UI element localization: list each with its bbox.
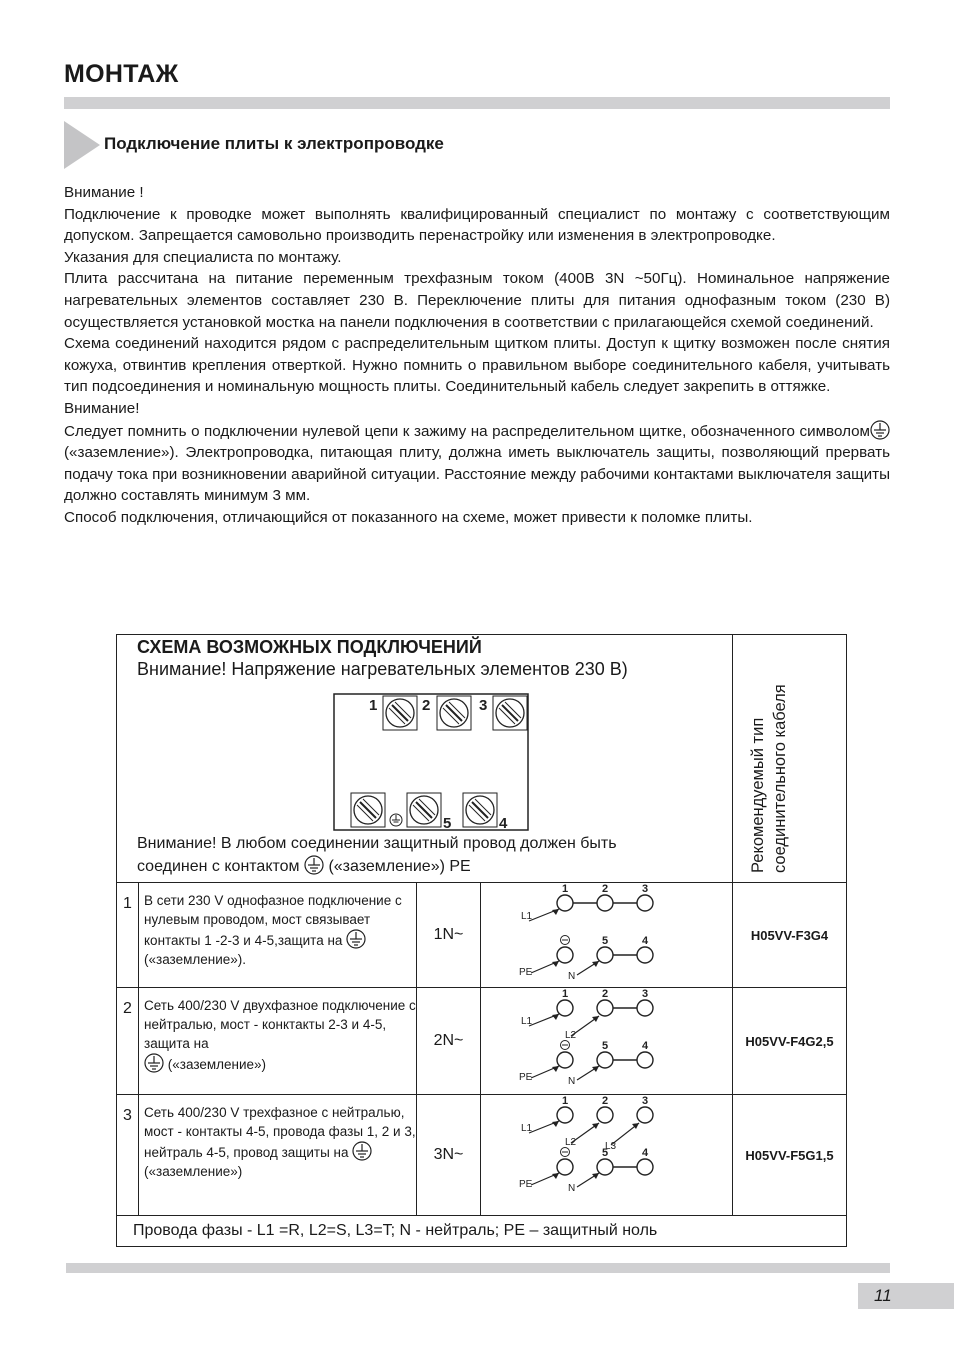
- terminal-bottom-5: [407, 793, 441, 827]
- page-number-box: [858, 1283, 954, 1309]
- phase-label: L2: [565, 1137, 577, 1148]
- page-number: 11: [874, 1286, 892, 1305]
- body-text: [64, 182, 890, 529]
- row-description: [139, 883, 417, 988]
- contact-circle: [637, 947, 653, 963]
- contact-circle: [597, 1107, 613, 1123]
- wiring-diagram: [481, 883, 733, 982]
- terminal-label: 2: [422, 697, 431, 714]
- ground-icon: [144, 1053, 164, 1073]
- paragraph: Указания для специалиста по монтажу.: [64, 248, 342, 266]
- terminal-label: 4: [499, 815, 508, 831]
- contact-circle: [557, 1159, 573, 1175]
- contact-label: 1: [562, 883, 569, 895]
- table-row: [117, 988, 847, 1095]
- cable-type: H05VV-F4G2,5: [733, 988, 847, 1095]
- terminal-label: 5: [443, 815, 452, 831]
- contact-label: 2: [602, 883, 609, 895]
- wiring-diagram: [481, 988, 733, 1089]
- table-row: [117, 1095, 847, 1216]
- section-arrow-icon: [64, 121, 100, 169]
- phase-label: L1: [521, 1016, 533, 1027]
- footer-row: [117, 1216, 847, 1247]
- paragraph: Подключение к проводке может выполнять квалифицированный специалист по монтажу с соответствующим допуском. Запрещается самовольно производить перенастройку или изменения в электропроводке.: [64, 205, 890, 245]
- pe-label: PE: [519, 1072, 533, 1083]
- ground-icon: [346, 929, 366, 949]
- paragraph: [64, 420, 890, 507]
- row-description: [139, 988, 417, 1095]
- arrow-icon: [592, 1016, 599, 1022]
- contact-circle: [597, 1159, 613, 1175]
- cable-header: Рекомендуемый тип соединительного кабеля: [749, 684, 789, 873]
- contact-label: 5: [602, 935, 609, 947]
- contact-circle: [637, 1052, 653, 1068]
- scheme-warning: [137, 833, 617, 878]
- contact-label: 5: [602, 1147, 609, 1159]
- paragraph: Способ подключения, отличающийся от показанного на схеме, может привести к поломке плиты.: [64, 508, 753, 526]
- description-text: Сеть 400/230 V двухфазное подключение с нейтралью, мост - конктакты 2-3 и 4-5, защита на: [144, 998, 416, 1051]
- contact-label: 3: [642, 988, 649, 1000]
- neutral-label: N: [568, 1183, 576, 1194]
- terminal-top-1: [383, 696, 417, 730]
- contact-circle: [597, 895, 613, 911]
- paragraph: Внимание !: [64, 184, 144, 201]
- scheme-subtitle: Внимание! Напряжение нагревательных элементов 230 В): [137, 659, 628, 679]
- contact-label: 3: [642, 883, 649, 895]
- terminal-top-3: [493, 696, 527, 730]
- neutral-label: N: [568, 971, 576, 982]
- neutral-label: N: [568, 1076, 576, 1087]
- connection-type: 3N~: [417, 1095, 481, 1216]
- ground-icon: [304, 855, 324, 875]
- contact-circle: [637, 895, 653, 911]
- phase-label: L1: [521, 1123, 533, 1134]
- connection-type: 2N~: [417, 988, 481, 1095]
- wiring-diagram-cell: [481, 1095, 733, 1216]
- terminal-bottom-4: [463, 793, 497, 827]
- row-description: [139, 1095, 417, 1216]
- contact-label: 2: [602, 988, 609, 1000]
- contact-circle: [637, 1159, 653, 1175]
- contact-circle: [557, 947, 573, 963]
- cable-type: H05VV-F3G4: [733, 883, 847, 988]
- table-row: [117, 883, 847, 988]
- contact-label: 4: [642, 1040, 649, 1052]
- description-text: («заземление»).: [144, 952, 247, 967]
- phase-label: L3: [605, 1141, 617, 1152]
- cable-header-cell: [733, 635, 847, 883]
- contact-circle: [597, 1000, 613, 1016]
- header-divider: [64, 97, 890, 109]
- contact-circle: [597, 947, 613, 963]
- terminal-block-diagram: [333, 693, 529, 831]
- contact-label: 1: [562, 988, 569, 1000]
- row-number: 2: [117, 988, 139, 1095]
- contact-label: 3: [642, 1095, 649, 1107]
- page-title: МОНТАЖ: [64, 60, 179, 88]
- footer-divider: [66, 1263, 890, 1273]
- paragraph: Плита рассчитана на питание переменным трехфазным током (400В 3N ~50Гц). Номинальное напряжение нагревательных элементов составляет 230 В. Переключение плиты для питания однофазным током (230 В) осуществляется установкой мостка на панели подключения в соответствии с прилагающейся схемой соединений.: [64, 270, 890, 331]
- wiring-diagram: [481, 1095, 733, 1210]
- terminal-top-2: [437, 696, 471, 730]
- contact-label: 1: [562, 1095, 569, 1107]
- contact-circle: [637, 1107, 653, 1123]
- contact-circle: [557, 1000, 573, 1016]
- section-title: Подключение плиты к электропроводке: [104, 134, 444, 153]
- wiring-diagram-cell: [481, 883, 733, 988]
- contact-circle: [557, 895, 573, 911]
- scheme-header-row: [117, 635, 847, 883]
- terminal-label: 1: [369, 697, 378, 714]
- arrow-icon: [592, 1173, 599, 1179]
- scheme-footer: Провода фазы - L1 =R, L2=S, L3=T; N - нейтраль; PE – защитный ноль: [117, 1216, 847, 1247]
- arrow-icon: [592, 1066, 599, 1072]
- contact-circle: [637, 1000, 653, 1016]
- connection-scheme-table: [116, 634, 847, 1247]
- row-number: 3: [117, 1095, 139, 1216]
- ground-icon: [870, 420, 890, 440]
- ground-icon: [352, 1141, 372, 1161]
- description-text: В сети 230 V однофазное подключение с нулевым проводом, мост связывает контакты 1 -2-3 и 4-5,защита на: [144, 893, 402, 948]
- warning-line: [137, 855, 617, 878]
- paragraph-part: («заземление»). Электропроводка, питающая плиту, должна иметь выключатель защиты, позволяющий прервать подачу тока при возникновении аварийной ситуации. Расстояние между рабочими контактами выключателя защиты должно составлять минимум 3 мм.: [64, 444, 890, 505]
- pe-label: PE: [519, 967, 533, 978]
- scheme-header-cell: [117, 635, 733, 883]
- description-text: Сеть 400/230 V трехфазное с нейтралью, мост - контакты 4-5, провода фазы 1, 2 и 3, нейтраль 4-5, провод защиты на: [144, 1105, 416, 1160]
- contact-label: 2: [602, 1095, 609, 1107]
- contact-circle: [557, 1052, 573, 1068]
- cable-type: H05VV-F5G1,5: [733, 1095, 847, 1216]
- row-number: 1: [117, 883, 139, 988]
- contact-circle: [597, 1052, 613, 1068]
- paragraph: Внимание!: [64, 399, 140, 417]
- warning-line: Внимание! В любом соединении защитный провод должен быть: [137, 835, 617, 852]
- phase-label: L1: [521, 911, 533, 922]
- pe-label: PE: [519, 1179, 533, 1190]
- contact-label: 4: [642, 1147, 649, 1159]
- wiring-diagram-cell: [481, 988, 733, 1095]
- connection-type: 1N~: [417, 883, 481, 988]
- phase-label: L2: [565, 1030, 577, 1041]
- arrow-icon: [592, 961, 599, 967]
- contact-label: 5: [602, 1040, 609, 1052]
- contact-label: 4: [642, 935, 649, 947]
- terminal-bottom-n: [351, 793, 385, 827]
- contact-circle: [557, 1107, 573, 1123]
- arrow-icon: [592, 1123, 599, 1129]
- description-text: («заземление»): [167, 1057, 267, 1072]
- warning-text: («заземление») PE: [328, 858, 471, 875]
- paragraph-part: Следует помнить о подключении нулевой цепи к зажиму на распределительном щитке, обозначенного символом: [64, 422, 870, 440]
- terminal-label: 3: [479, 697, 488, 714]
- description-text: («заземление»): [144, 1164, 243, 1179]
- scheme-title: СХЕМА ВОЗМОЖНЫХ ПОДКЛЮЧЕНИЙ: [137, 637, 482, 657]
- paragraph: Схема соединений находится рядом с распределительным щитком плиты. Доступ к щитку возможен после снятия кожуха, отвинтив крепления отверткой. Нужно помнить о правильном выборе соединительного кабеля, учитывать тип подсоединения и номинальную мощность плиты. Соединительный кабель следует закрепить в оттяжке.: [64, 335, 890, 396]
- warning-text: соединен с контактом: [137, 858, 300, 875]
